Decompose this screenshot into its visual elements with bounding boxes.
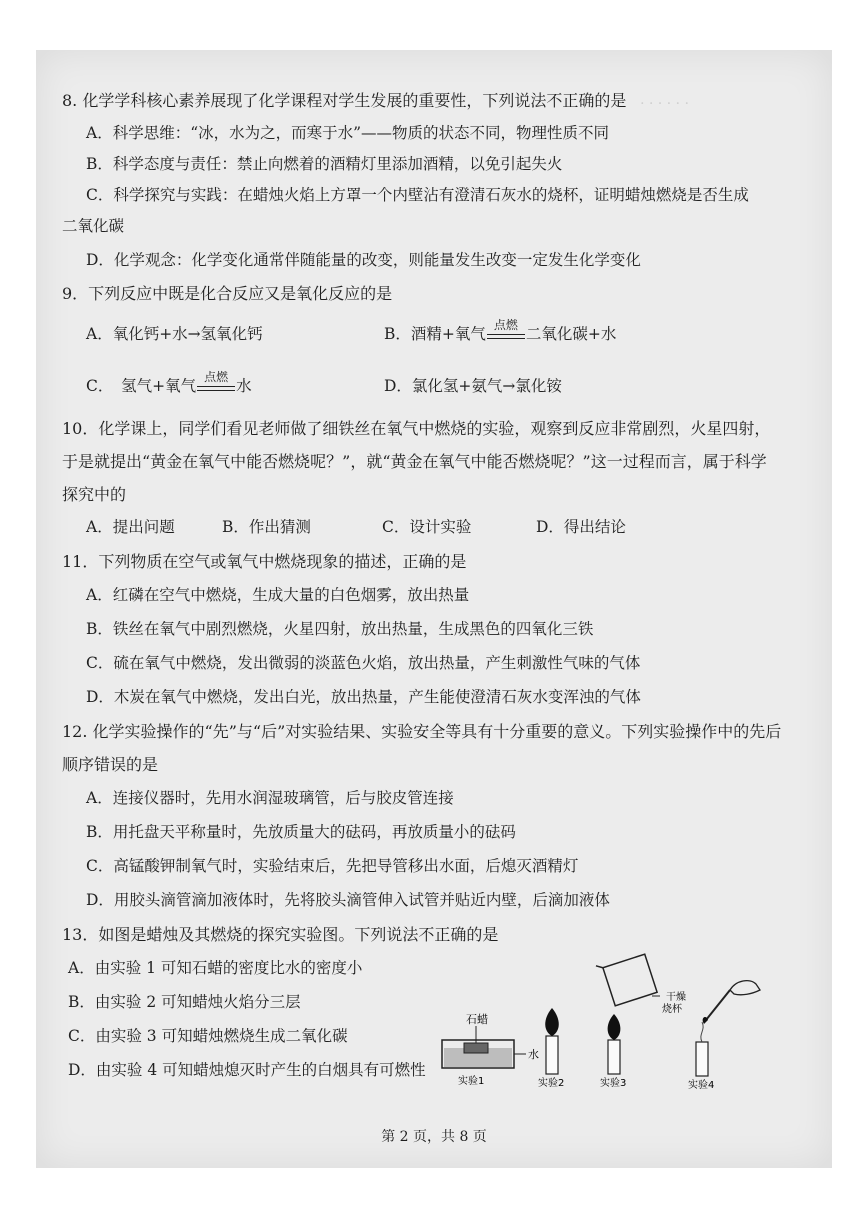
q9-option-c-left: C． 氢气+氧气 <box>86 377 197 395</box>
q9-option-b-right: 二氧化碳+水 <box>525 325 617 343</box>
q13-option-c: C．由实验 3 可知蜡烛燃烧生成二氧化碳 <box>68 1027 348 1045</box>
label-wax: 石蜡 <box>466 1013 488 1026</box>
q9-option-b-left: B．酒精+氧气 <box>384 325 486 343</box>
q10-stem-line3: 探究中的 <box>62 485 127 504</box>
label-dry-1: 干燥 <box>666 992 686 1003</box>
q9-option-c-right: 水 <box>236 377 252 395</box>
q9-option-d: D．氯化氢+氨气→氯化铵 <box>384 377 562 395</box>
label-water: 水 <box>528 1048 539 1061</box>
q9-option-a: A．氧化钙+水→氢氧化钙 <box>86 325 263 343</box>
q10-option-c: C．设计实验 <box>382 518 472 536</box>
label-exp3: 实验3 <box>600 1078 627 1089</box>
q12-option-c: C．高锰酸钾制氧气时，实验结束后，先把导管移出水面，后熄灭酒精灯 <box>86 857 579 875</box>
q12-option-d: D．用胶头滴管滴加液体时，先将胶头滴管伸入试管并贴近内壁，后滴加液体 <box>86 891 610 909</box>
experiment-4-smoke-ignition <box>688 981 760 1091</box>
q11-stem: 11．下列物质在空气或氧气中燃烧现象的描述，正确的是 <box>62 552 467 571</box>
q8-option-b: B．科学态度与责任：禁止向燃着的酒精灯里添加酒精，以免引起失火 <box>86 155 563 173</box>
label-exp2: 实验2 <box>538 1078 565 1089</box>
condition-label: 点燃 <box>204 370 229 384</box>
q10-option-b: B．作出猜测 <box>222 518 311 536</box>
reaction-condition <box>487 318 525 344</box>
q12-option-a: A．连接仪器时，先用水润湿玻璃管，后与胶皮管连接 <box>86 789 454 807</box>
q10-stem-line1: 10．化学课上，同学们看见老师做了细铁丝在氧气中燃烧的实验，观察到反应非常剧烈，火星四射， <box>62 419 771 438</box>
label-exp4: 实验4 <box>688 1080 715 1091</box>
q11-option-a: A．红磷在空气中燃烧，生成大量的白色烟雾，放出热量 <box>86 586 470 604</box>
q13-option-a: A．由实验 1 可知石蜡的密度比水的密度小 <box>68 959 363 977</box>
q8-option-c: C．科学探究与实践：在蜡烛火焰上方罩一个内壁沾有澄清石灰水的烧杯，证明蜡烛燃烧是否生成 <box>86 186 749 204</box>
q12-stem-line2: 顺序错误的是 <box>62 755 159 774</box>
q8-option-a: A．科学思维：“冰，水为之，而寒于水”——物质的状态不同，物理性质不同 <box>86 124 610 142</box>
candle-experiment-figure <box>430 950 780 1100</box>
q10-stem-line2: 于是就提出“黄金在氧气中能否燃烧呢？”，就“黄金在氧气中能否燃烧呢？”这一过程而言，属于科学 <box>62 452 767 471</box>
q13-option-d: D．由实验 4 可知蜡烛熄灭时产生的白烟具有可燃性 <box>68 1061 426 1079</box>
q8-stem: 8. 化学学科核心素养展现了化学课程对学生发展的重要性，下列说法不正确的是 <box>62 91 627 110</box>
q11-option-d: D．木炭在氧气中燃烧，发出白光，放出热量，产生能使澄清石灰水变浑浊的气体 <box>86 688 641 706</box>
label-exp1: 实验1 <box>458 1076 485 1087</box>
q11-option-b: B．铁丝在氧气中剧烈燃烧，火星四射，放出热量，生成黑色的四氧化三铁 <box>86 620 594 638</box>
q9-option-b <box>384 318 617 344</box>
q12-option-b: B．用托盘天平称量时，先放质量大的砝码，再放质量小的砝码 <box>86 823 516 841</box>
q8-option-d: D．化学观念：化学变化通常伴随能量的改变，则能量发生改变一定发生化学变化 <box>86 251 641 269</box>
page-number-footer: 第 2 页，共 8 页 <box>381 1129 487 1145</box>
q9-option-c <box>86 370 252 396</box>
q13-stem: 13．如图是蜡烛及其燃烧的探究实验图。下列说法不正确的是 <box>62 925 499 944</box>
label-dry-2: 烧杯 <box>662 1004 682 1015</box>
q10-option-a: A．提出问题 <box>86 518 175 536</box>
q9-stem: 9．下列反应中既是化合反应又是氧化反应的是 <box>62 284 393 303</box>
q10-option-d: D．得出结论 <box>536 518 626 536</box>
reaction-condition <box>197 370 235 396</box>
q8-option-c-cont: 二氧化碳 <box>62 217 125 235</box>
experiment-1-trough <box>442 1012 539 1087</box>
q11-option-c: C．硫在氧气中燃烧，发出微弱的淡蓝色火焰，放出热量，产生刺激性气味的气体 <box>86 654 641 672</box>
q13-option-b: B．由实验 2 可知蜡烛火焰分三层 <box>68 993 301 1011</box>
show-through-text: · · · · · · <box>640 96 689 112</box>
q12-stem-line1: 12. 化学实验操作的“先”与“后”对实验结果、实验安全等具有十分重要的意义。下列实验操作中的先后 <box>62 722 782 741</box>
condition-label: 点燃 <box>493 318 518 332</box>
experiment-2-candle <box>538 1008 564 1089</box>
experiment-3-candle-beaker <box>596 950 686 1089</box>
